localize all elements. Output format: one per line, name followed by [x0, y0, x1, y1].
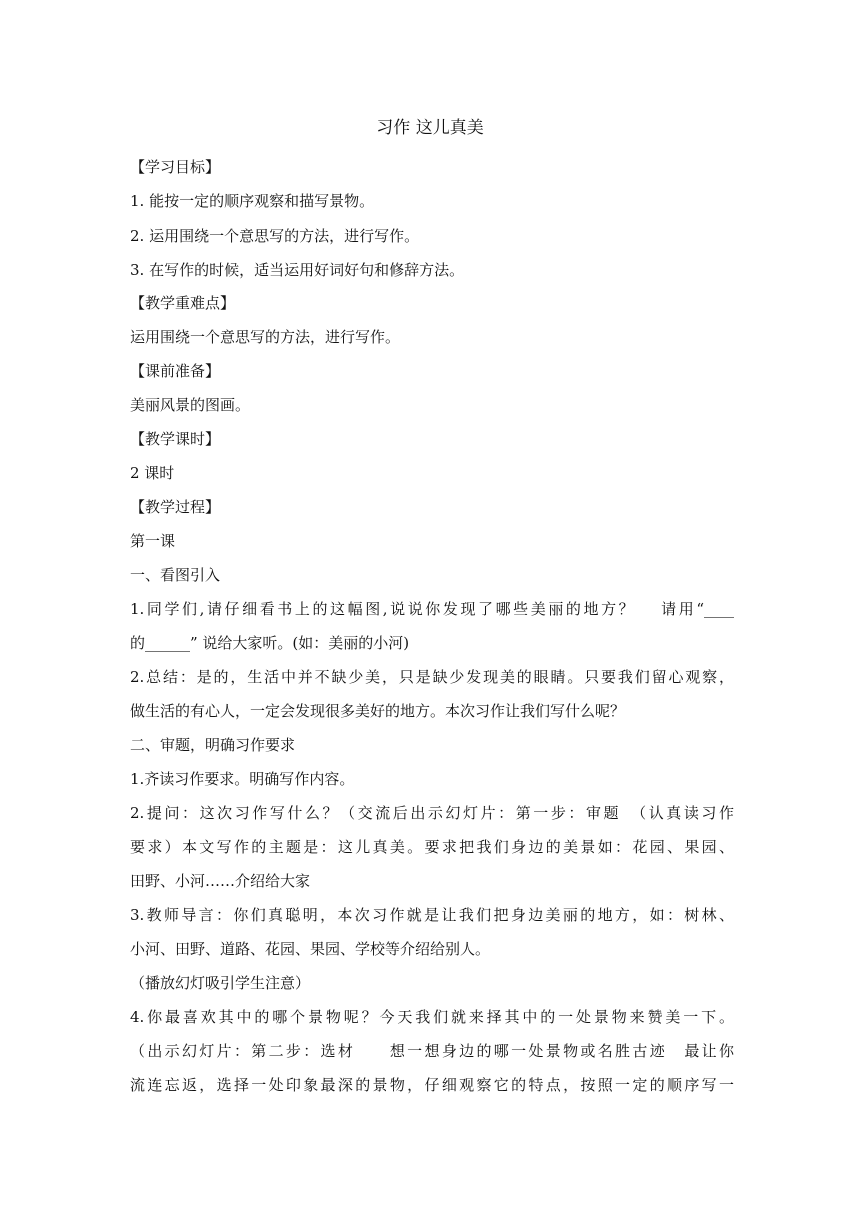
- preparation-text: 美丽风景的图画。: [130, 396, 251, 414]
- goal-item-3: 3. 在写作的时候，适当运用好词好句和修辞方法。: [130, 261, 465, 279]
- paragraph-line: 的______” 说给大家听。(如：美丽的小河): [130, 634, 410, 652]
- paragraph-line: 1.同学们,请仔细看书上的这幅图,说说你发现了哪些美丽的地方？ 请用“____: [130, 600, 734, 618]
- part-two-heading: 二、审题，明确习作要求: [130, 736, 296, 754]
- paragraph-line: 4.你最喜欢其中的哪个景物呢？今天我们就来择其中的一处景物来赞美一下。: [130, 1008, 734, 1026]
- paragraph-line: 小河、田野、道路、花园、果园、学校等介绍给别人。: [130, 940, 491, 958]
- paragraph-line: 要求）本文写作的主题是：这儿真美。要求把我们身边的美景如：花园、果园、: [130, 838, 734, 856]
- section-heading-goals: 【学习目标】: [130, 158, 221, 176]
- goal-item-1: 1. 能按一定的顺序观察和描写景物。: [130, 192, 375, 210]
- paragraph-line: 1.齐读习作要求。明确写作内容。: [130, 770, 355, 788]
- paragraph-line: 田野、小河……介绍给大家: [130, 872, 311, 890]
- section-heading-key-points: 【教学重难点】: [130, 294, 236, 312]
- paragraph-line: （播放幻灯吸引学生注意）: [130, 974, 311, 992]
- document-title: 习作 这儿真美: [376, 118, 484, 138]
- paragraph-line: 流连忘返，选择一处印象最深的景物，仔细观察它的特点，按照一定的顺序写一: [130, 1076, 734, 1094]
- section-heading-preparation: 【课前准备】: [130, 362, 221, 380]
- section-heading-process: 【教学过程】: [130, 498, 221, 516]
- paragraph-line: 2.总结：是的，生活中并不缺少美，只是缺少发现美的眼睛。只要我们留心观察，: [130, 668, 734, 686]
- key-points-text: 运用围绕一个意思写的方法，进行写作。: [130, 328, 401, 346]
- paragraph-line: 2.提问：这次习作写什么？（交流后出示幻灯片：第一步：审题 （认真读习作: [130, 804, 734, 822]
- paragraph-line: （出示幻灯片：第二步：选材 想一想身边的哪一处景物或名胜古迹 最让你: [130, 1042, 734, 1060]
- paragraph-line: 做生活的有心人，一定会发现很多美好的地方。本次习作让我们写什么呢？: [130, 702, 626, 720]
- lesson-one-heading: 第一课: [130, 532, 176, 550]
- goal-item-2: 2. 运用围绕一个意思写的方法，进行写作。: [130, 227, 420, 245]
- section-heading-periods: 【教学课时】: [130, 430, 221, 448]
- part-one-heading: 一、看图引入: [130, 566, 221, 584]
- paragraph-line: 3.教师导言：你们真聪明，本次习作就是让我们把身边美丽的地方，如：树林、: [130, 906, 734, 924]
- periods-text: 2 课时: [130, 464, 175, 482]
